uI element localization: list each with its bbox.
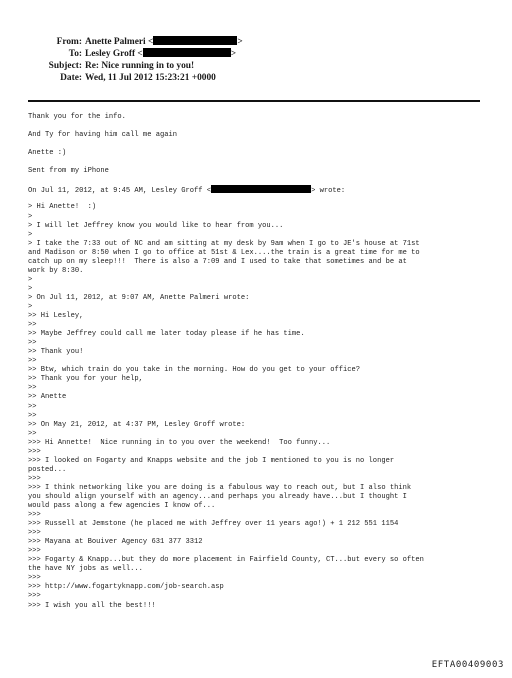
body-line <box>28 556 488 565</box>
body-line-text: > I take the 7:33 out of NC and am sitting at my desk by 9am when I go to JE's house at 71st <box>28 239 420 248</box>
body-line <box>28 249 488 258</box>
body-line-text: >> <box>28 411 37 420</box>
body-line <box>28 113 488 122</box>
date-label: Date: <box>60 73 82 83</box>
body-line <box>28 538 488 547</box>
body-line <box>28 131 488 140</box>
body-line-text: > On Jul 11, 2012, at 9:07 AM, Anette Palmeri wrote: <box>28 293 250 302</box>
body-line-text: >>> <box>28 574 41 583</box>
body-line <box>28 484 488 493</box>
body-line <box>28 439 488 448</box>
body-line <box>28 529 488 538</box>
body-line <box>28 285 488 294</box>
body-line-text: >>> Russell at Jemstone (he placed me with Jeffrey over 11 years ago!) + 1 212 551 1154 <box>28 520 399 529</box>
wrote-tail: > wrote: <box>311 187 346 196</box>
body-line <box>28 412 488 421</box>
header-date <box>0 72 250 84</box>
email-body <box>28 113 488 611</box>
body-line <box>28 185 488 194</box>
body-line-text: you should align yourself with an agency...and perhaps you already have...but I thought I <box>28 492 407 501</box>
header-from <box>0 36 250 48</box>
body-line <box>28 384 488 393</box>
body-line <box>28 240 488 249</box>
body-line <box>28 122 488 131</box>
body-line-text: and Madison or 8:50 when I go to office at 51st & Lex....the train is a great time for me to <box>28 248 420 257</box>
body-line <box>28 574 488 583</box>
body-line <box>28 213 488 222</box>
body-line <box>28 448 488 457</box>
header-divider <box>28 100 480 102</box>
body-line <box>28 547 488 556</box>
body-line <box>28 493 488 502</box>
body-line <box>28 357 488 366</box>
body-line-text: >> <box>28 402 37 411</box>
to-tail: > <box>230 49 237 59</box>
body-line <box>28 303 488 312</box>
body-line-text: >>> <box>28 592 41 601</box>
body-line-text: >>> http://www.fogartyknapp.com/job-search.asp <box>28 583 224 592</box>
body-line <box>28 520 488 529</box>
body-line <box>28 430 488 439</box>
body-line-text: >>> I looked on Fogarty and Knapps website and the job I mentioned to you is no longer <box>28 456 395 465</box>
from-label: From: <box>56 37 82 47</box>
body-line-text: the have NY jobs as well... <box>28 565 143 574</box>
body-line <box>28 231 488 240</box>
body-line-text: Sent from my iPhone <box>28 167 109 176</box>
body-line-text: >> <box>28 357 37 366</box>
body-line-text: >> Anette <box>28 393 67 402</box>
body-line-text: Anette :) <box>28 149 67 158</box>
body-line <box>28 421 488 430</box>
to-value: Lesley Groff < <box>85 49 143 59</box>
body-line <box>28 592 488 601</box>
body-line-text: >>> <box>28 547 41 556</box>
body-line <box>28 466 488 475</box>
body-line <box>28 502 488 511</box>
body-line-text: > <box>28 275 33 284</box>
body-line <box>28 565 488 574</box>
redaction-box <box>211 185 311 193</box>
body-line <box>28 258 488 267</box>
body-line <box>28 393 488 402</box>
body-line-text: > <box>28 284 33 293</box>
body-line-text: > <box>28 302 33 311</box>
body-line <box>28 339 488 348</box>
body-line <box>28 149 488 158</box>
body-line <box>28 222 488 231</box>
body-line-text: >> <box>28 384 37 393</box>
body-line-text: And Ty for having him call me again <box>28 131 177 140</box>
body-line <box>28 167 488 176</box>
body-line-text: >>> I think networking like you are doing is a fabulous way to reach out, but I also think <box>28 483 412 492</box>
body-line-text: >> <box>28 429 37 438</box>
subject-value: Re: Nice running in to you! <box>85 61 195 71</box>
body-line <box>28 511 488 520</box>
body-line <box>28 457 488 466</box>
redaction-box <box>153 36 237 45</box>
body-line <box>28 330 488 339</box>
header-to <box>0 48 250 60</box>
bates-number: EFTA00409003 <box>431 660 504 670</box>
body-line-text: Thank you for the info. <box>28 113 126 121</box>
body-line-text: >>> <box>28 529 41 538</box>
body-line <box>28 475 488 484</box>
body-line-text: work by 8:30. <box>28 266 84 275</box>
subject-label: Subject: <box>48 61 82 71</box>
body-line <box>28 348 488 357</box>
from-tail: > <box>237 37 243 47</box>
body-line <box>28 194 488 203</box>
body-line-text: >> On May 21, 2012, at 4:37 PM, Lesley Groff wrote: <box>28 420 246 429</box>
body-line-text: >>> I wish you all the best!!! <box>28 601 156 610</box>
body-line-text: >>> Fogarty & Knapp...but they do more placement in Fairfield County, CT...but every so often <box>28 556 424 565</box>
body-line <box>28 312 488 321</box>
body-line-text: >> Btw, which train do you take in the morning. How do you get to your office? <box>28 366 361 375</box>
body-line <box>28 158 488 167</box>
body-line <box>28 321 488 330</box>
body-line-text: >>> Hi Annette! Nice running in to you over the weekend! Too funny... <box>28 438 331 447</box>
body-line <box>28 583 488 592</box>
body-line-text: > <box>28 230 33 239</box>
from-value: Anette Palmeri < <box>85 37 154 47</box>
body-line <box>28 276 488 285</box>
body-line <box>28 267 488 276</box>
body-line-text: > <box>28 212 33 221</box>
header-subject <box>0 60 250 72</box>
date-value: Wed, 11 Jul 2012 15:23:21 +0000 <box>85 73 216 83</box>
body-line-text: >>> <box>28 447 41 456</box>
body-line <box>28 366 488 375</box>
to-label: To: <box>68 49 82 59</box>
body-line <box>28 602 488 611</box>
body-line-text: >> Hi Lesley, <box>28 312 84 321</box>
body-line <box>28 203 488 212</box>
body-line-text: On Jul 11, 2012, at 9:45 AM, Lesley Groff < <box>28 187 212 196</box>
body-line <box>28 294 488 303</box>
body-line-text: >> <box>28 321 37 330</box>
body-line <box>28 403 488 412</box>
body-line-text: >> Thank you! <box>28 348 84 357</box>
body-line-text: would pass along a few agencies I know of... <box>28 502 216 511</box>
body-line <box>28 176 488 185</box>
body-line-text: >> <box>28 339 37 348</box>
body-line-text: posted... <box>28 465 67 474</box>
body-line-text: >>> <box>28 474 41 483</box>
body-line-text: >>> <box>28 511 41 520</box>
body-line-text: catch up on my sleep!!! There is also a 7:09 and I used to take that sometimes and be at <box>28 257 407 266</box>
body-line-text: >>> Mayana at Bouiver Agency 631 377 3312 <box>28 538 203 547</box>
body-line <box>28 140 488 149</box>
redaction-box <box>143 48 231 57</box>
body-line-text: > I will let Jeffrey know you would like to hear from you... <box>28 221 284 230</box>
body-line-text: >> Maybe Jeffrey could call me later today please if he has time. <box>28 330 305 339</box>
body-line-text: > Hi Anette! :) <box>28 203 97 212</box>
body-line <box>28 375 488 384</box>
body-line-text: >> Thank you for your help, <box>28 375 143 384</box>
